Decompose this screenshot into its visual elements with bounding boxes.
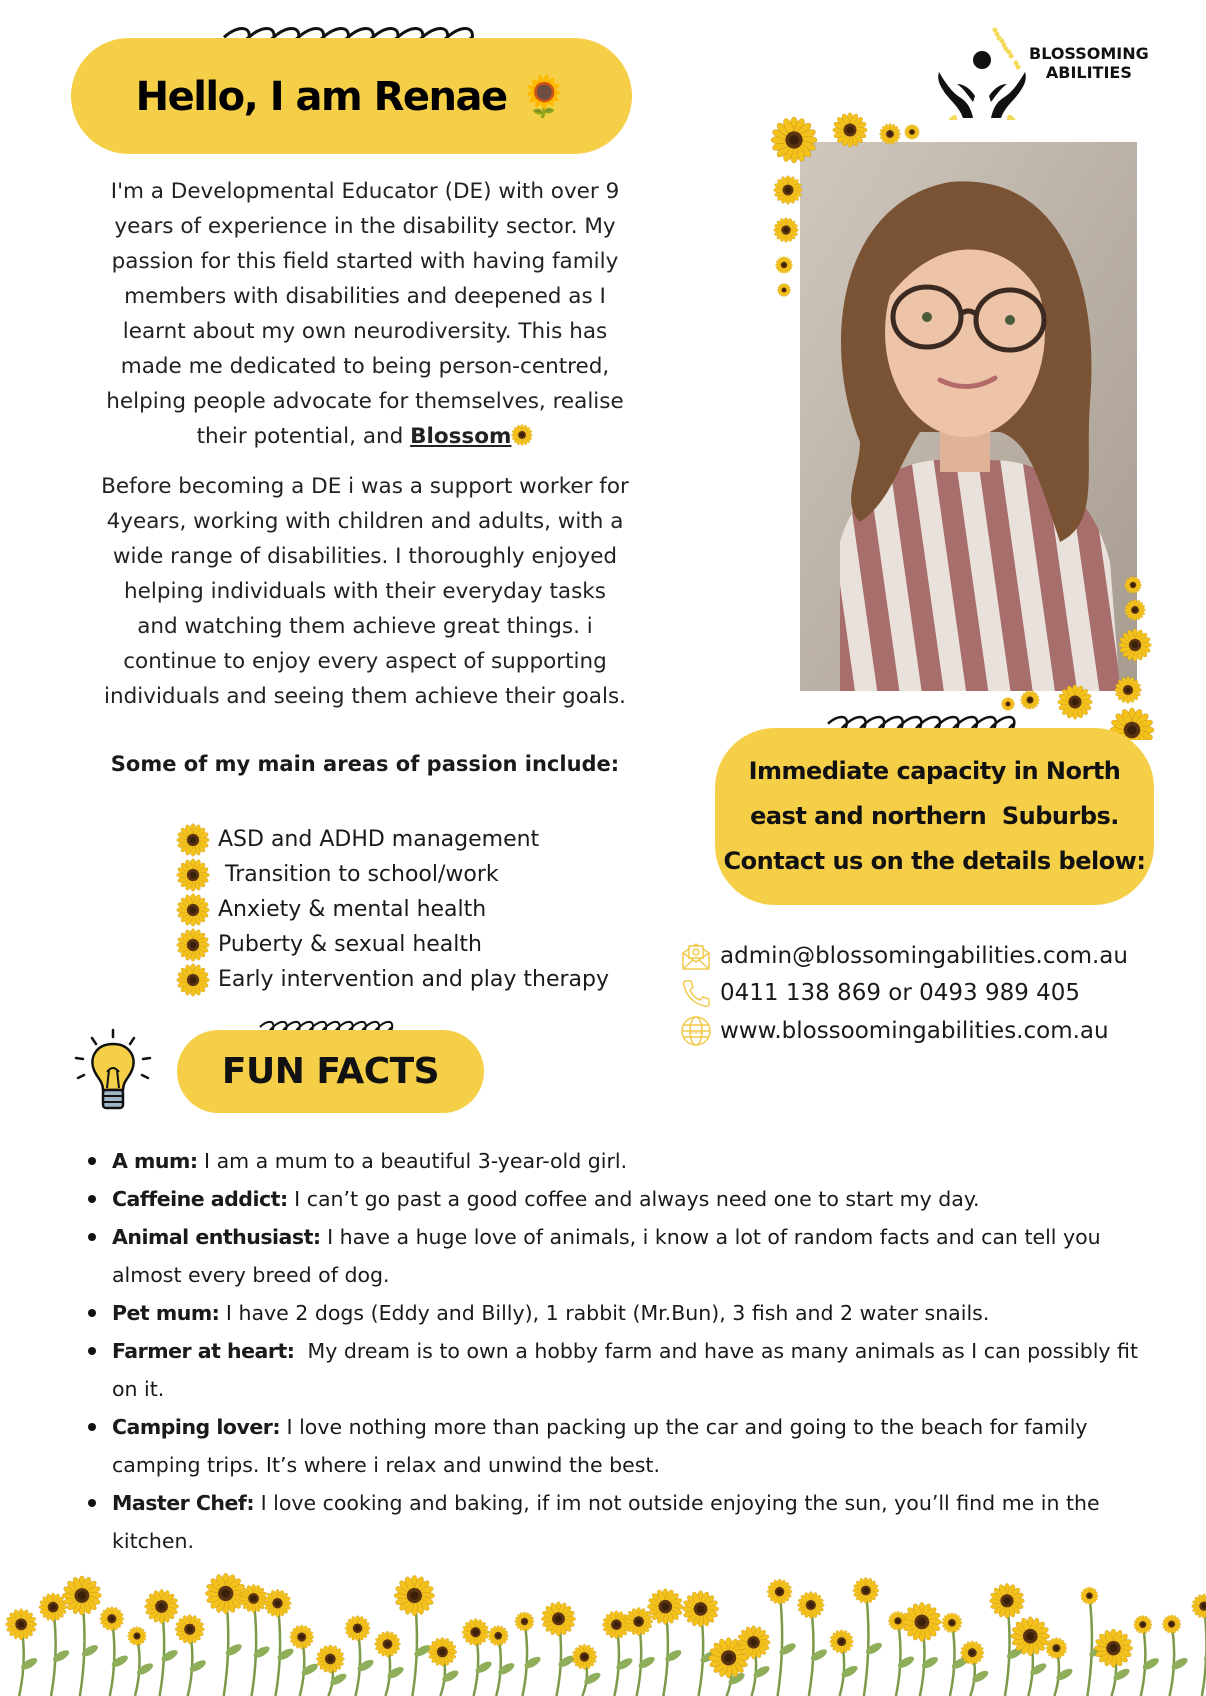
background-line: 4years, working with children and adults, with a [106, 509, 624, 534]
fact-label: Caffeine addict: [112, 1187, 288, 1211]
list-item [176, 892, 609, 927]
lightbulb-icon [72, 1028, 154, 1114]
fact-text: I can’t go past a good coffee and always need one to start my day. [287, 1187, 980, 1211]
sunflower-bullet-icon [176, 823, 210, 857]
background-line: helping individuals with their everyday tasks [124, 579, 606, 604]
fact-label: Camping lover: [112, 1415, 281, 1439]
sunflower-icon [737, 1626, 770, 1659]
sunflower-icon [647, 1589, 683, 1625]
passions-heading: Some of my main areas of passion include: [110, 752, 620, 776]
fact-item [88, 1408, 1158, 1484]
sunflower-emoji: 🌻 [519, 73, 568, 120]
fact-text: I have 2 dogs (Eddy and Billy), 1 rabbit (Mr.Bun), 3 fish and 2 water snails. [219, 1301, 990, 1325]
sunflower-stem [864, 1590, 869, 1696]
background-line: individuals and seeing them achieve their goals. [104, 684, 626, 709]
sunflower-stem [1202, 1606, 1206, 1696]
list-item-text: Puberty & sexual health [218, 932, 482, 957]
sunflower-icon [1046, 1637, 1067, 1658]
sunflower-stem [522, 1622, 527, 1696]
sunflower-icon [345, 1616, 371, 1642]
fact-item [88, 1218, 1158, 1294]
contact-website[interactable] [680, 1013, 1109, 1049]
list-item-text: ASD and ADHD management [218, 827, 540, 852]
intro-line: made me dedicated to being person-centred, [120, 354, 610, 379]
sunflower-icon [1134, 1615, 1153, 1634]
sunflower-icon [1115, 677, 1142, 704]
sunflower-icon [771, 117, 817, 163]
fact-text: I love cooking and baking, if im not outside enjoying the sun, you’ll find me in the kitchen. [112, 1491, 1100, 1553]
fact-label: Pet mum: [112, 1301, 220, 1325]
fact-item [88, 1180, 1158, 1218]
sunflower-icon [1192, 1594, 1206, 1619]
sunflower-border-decoration [740, 90, 1180, 740]
sunflower-icon [1020, 690, 1039, 709]
sunflower-icon [902, 1602, 941, 1641]
sunflower-icon [1080, 1587, 1098, 1605]
list-item [176, 857, 609, 892]
sunflower-icon [830, 1630, 854, 1654]
background-line: Before becoming a DE i was a support worker for [101, 474, 629, 499]
sunflower-icon [1119, 629, 1152, 662]
list-item [176, 962, 609, 997]
sunflower-icon [833, 113, 868, 148]
sunflower-icon [62, 1576, 101, 1615]
phone-numbers[interactable]: 0411 138 869 or 0493 989 405 [720, 980, 1081, 1006]
sunflower-icon [1162, 1615, 1181, 1634]
greeting-banner [71, 38, 632, 154]
sunflower-icon [127, 1626, 146, 1645]
sunflower-stem [1141, 1625, 1146, 1696]
sunflower-icon [777, 283, 790, 296]
list-item-text: Early intervention and play therapy [218, 967, 610, 992]
list-item [176, 927, 609, 962]
sunflower-bullet-icon [176, 928, 210, 962]
background-line: and watching them achieve great things. i [137, 614, 593, 639]
list-item-text: Transition to school/work [218, 862, 499, 887]
sunflower-bullet-icon [176, 893, 210, 927]
sunflower-icon [316, 1645, 344, 1673]
blossom-word: Blossom [410, 424, 512, 449]
sunflower-icon [100, 1607, 124, 1631]
list-item [176, 822, 609, 857]
fun-facts-heading [177, 1030, 484, 1113]
sunflower-icon [290, 1625, 314, 1649]
sunflower-stem [896, 1621, 901, 1696]
capacity-line: Immediate capacity in North [748, 757, 1121, 785]
fact-label: Animal enthusiast: [112, 1225, 321, 1249]
sunflower-icon [774, 176, 803, 205]
sunflower-icon [1124, 599, 1145, 620]
sunflower-stem [950, 1623, 955, 1696]
sunflower-icon [145, 1589, 179, 1623]
background-line: continue to enjoy every aspect of supporting [123, 649, 607, 674]
fact-text: I love nothing more than packing up the car and going to the beach for family camping trips. It’s where i relax and unwind the best. [112, 1415, 1088, 1477]
intro-line-text: their potential, and [196, 424, 411, 449]
sunflower-stem [778, 1592, 783, 1696]
sunflower-icon [428, 1637, 457, 1666]
background-paragraph [40, 469, 690, 714]
logo-text-line2: ABILITIES [1045, 63, 1132, 82]
sunflower-icon [942, 1613, 962, 1633]
sunflower-icon [775, 256, 792, 273]
fact-text: I am a mum to a beautiful 3-year-old girl. [197, 1149, 628, 1173]
sunflower-icon [990, 1583, 1025, 1618]
fact-label: Master Chef: [112, 1491, 255, 1515]
sunflower-stem [1087, 1596, 1092, 1696]
intro-line [40, 419, 690, 454]
email-link[interactable]: admin@blossomingabilities.com.au [720, 943, 1128, 969]
sunflower-icon [774, 218, 799, 243]
sunflower-icon [511, 424, 533, 446]
sunflower-icon [374, 1631, 400, 1657]
sunflower-icon [541, 1602, 575, 1636]
fact-item [88, 1484, 1158, 1560]
sunflower-icon [205, 1573, 246, 1614]
intro-line: passion for this field started with having family [111, 249, 619, 274]
sunflower-icon [1011, 1617, 1050, 1656]
sunflower-icon [239, 1584, 267, 1612]
intro-paragraph [40, 174, 690, 454]
sunflower-icon [682, 1591, 718, 1627]
sunflower-icon [853, 1577, 879, 1603]
intro-line: I'm a Developmental Educator (DE) with over 9 [110, 179, 620, 204]
intro-line: learnt about my own neurodiversity. This has [122, 319, 608, 344]
intro-line: years of experience in the disability sector. My [114, 214, 616, 239]
fact-label: Farmer at heart: [112, 1339, 295, 1363]
fact-item [88, 1332, 1158, 1408]
background-line: wide range of disabilities. I thoroughly enjoyed [112, 544, 618, 569]
sunflower-stem [1170, 1624, 1175, 1696]
globe-icon [680, 1015, 712, 1047]
sunflower-icon [904, 124, 919, 139]
sunflower-icon [394, 1575, 434, 1615]
sunflower-bullet-icon [176, 858, 210, 892]
fun-facts-list [88, 1142, 1158, 1560]
fact-item [88, 1294, 1158, 1332]
sunflower-icon [572, 1644, 597, 1669]
fact-text: I have a huge love of animals, i know a lot of random facts and can tell you almost every breed of dog. [112, 1225, 1101, 1287]
contact-phone[interactable] [680, 975, 1080, 1011]
phone-icon [680, 977, 712, 1009]
sunflower-icon [175, 1615, 204, 1644]
sunflower-icon [1058, 685, 1093, 720]
sunflower-icon [797, 1592, 824, 1619]
sunflower-bullet-icon [176, 963, 210, 997]
intro-line: members with disabilities and deepened as I [124, 284, 606, 309]
logo-text-line1: BLOSSOMING [1029, 44, 1149, 63]
sunflower-icon [488, 1625, 509, 1646]
sunflower-footer-border [0, 1570, 1206, 1696]
contact-email[interactable] [680, 938, 1128, 974]
intro-line: helping people advocate for themselves, realise [106, 389, 624, 414]
sunflower-icon [1094, 1629, 1132, 1667]
page-title: Hello, I am Renae [135, 73, 507, 120]
sunflower-icon [625, 1607, 653, 1635]
fact-text: My dream is to own a hobby farm and have as many animals as I can possibly fit on it. [112, 1339, 1145, 1401]
sunflower-icon [264, 1589, 292, 1617]
fun-facts-title: FUN FACTS [221, 1051, 440, 1092]
passions-list [176, 822, 609, 997]
sunflower-icon [1001, 697, 1014, 710]
globe-label: www [688, 1029, 704, 1036]
envelope-icon [680, 940, 712, 972]
capacity-line: Contact us on the details below: [723, 847, 1146, 875]
sunflower-icon [515, 1612, 535, 1632]
fact-label: A mum: [112, 1149, 198, 1173]
fact-item [88, 1142, 1158, 1180]
sunflower-icon [767, 1579, 792, 1604]
sunflower-icon [462, 1619, 489, 1646]
capacity-banner [715, 728, 1154, 905]
sunflower-icon [879, 123, 900, 144]
sunflower-icon [1124, 576, 1141, 593]
sunflower-icon [6, 1609, 37, 1640]
capacity-line: east and northern Suburbs. [750, 802, 1119, 830]
list-item-text: Anxiety & mental health [218, 897, 487, 922]
sunflower-icon [960, 1641, 984, 1665]
website-link[interactable]: www.blossoomingabilities.com.au [720, 1018, 1109, 1044]
sunflower-stem [252, 1598, 257, 1696]
